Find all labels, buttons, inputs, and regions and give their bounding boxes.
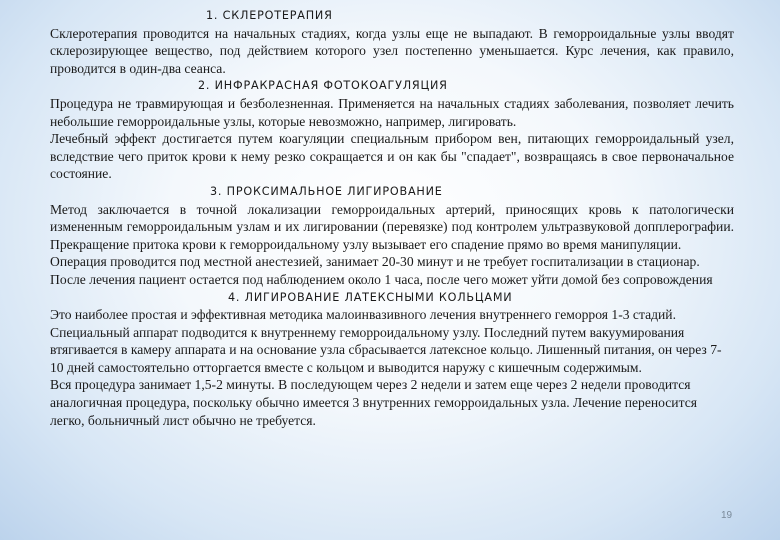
section-heading-sclerotherapy: 1. СКЛЕРОТЕРАПИЯ: [206, 9, 333, 22]
paragraph-photocoagulation-effect: Лечебный эффект достигается путем коагуляции специальным прибором вен, питающих геморроидальный узел, вследствие чего приток крови к нему резко сокращается и он как бы "спадает", возвращаясь в свое первоначальное состояние.: [50, 131, 734, 182]
section-heading-proximal-ligation: 3. ПРОКСИМАЛЬНОЕ ЛИГИРОВАНИЕ: [210, 184, 443, 198]
paragraph-proximal-ligation-method: Метод заключается в точной локализации геморроидальных артерий, приносящих кровь к патологически измененным геморроидальным узлам и их лигировании (перевязке) под контролем ультразвуковой допплерографии. Прекращение притока крови к геморроидальному узлу вызывает его спадение прямо во время манипуляции.: [50, 201, 734, 252]
paragraph-latex-ligation-procedure: Вся процедура занимает 1,5-2 минуты. В последующем через 2 недели и затем еще через 2 недели проводится аналогичная процедура, поскольку обычно имеется 3 внутренних геморроидальных узла. Лечение переносится легко, больничный лист обычно не требуется.: [50, 377, 697, 428]
paragraph-photocoagulation-intro: Процедура не травмирующая и безболезненная. Применяется на начальных стадиях заболевания, позволяет лечить небольшие геморроидальные узлы, которые невозможно, например, лигировать.: [50, 95, 734, 129]
paragraph-sclerotherapy: Склеротерапия проводится на начальных стадиях, когда узлы еще не выпадают. В геморроидальные узлы вводят склерозирующее вещество, под действием которого узел постепенно уменьшается. Курс лечения, как правило, проводится в один-два сеанса.: [50, 25, 734, 76]
section-heading-photocoagulation: 2. ИНФРАКРАСНАЯ ФОТОКОАГУЛЯЦИЯ: [198, 79, 448, 93]
slide-content: [50, 7, 734, 429]
paragraph-latex-ligation-intro: Это наиболее простая и эффективная методика малоинвазивного лечения внутреннего геморроя 1-3 стадий.: [50, 307, 676, 323]
page-number: 19: [721, 510, 733, 521]
paragraph-proximal-ligation-operation: Операция проводится под местной анестезией, занимает 20-30 минут и не требует госпитализации в стационар. После лечения пациент остается под наблюдением около 1 часа, после чего может уйти домой без сопровождения: [50, 254, 713, 287]
paragraph-latex-ligation-apparatus: Специальный аппарат подводится к внутреннему геморроидальному узлу. Последний путем вакуумирования втягивается в камеру аппарата и на основание узла сбрасывается латексное кольцо. Лишенный питания, он через 7-10 дней самостоятельно отторгается вместе с кольцом и выводится наружу с кишечным содержимым.: [50, 324, 722, 375]
section-heading-latex-ligation: 4. ЛИГИРОВАНИЕ ЛАТЕКСНЫМИ КОЛЬЦАМИ: [228, 290, 513, 304]
